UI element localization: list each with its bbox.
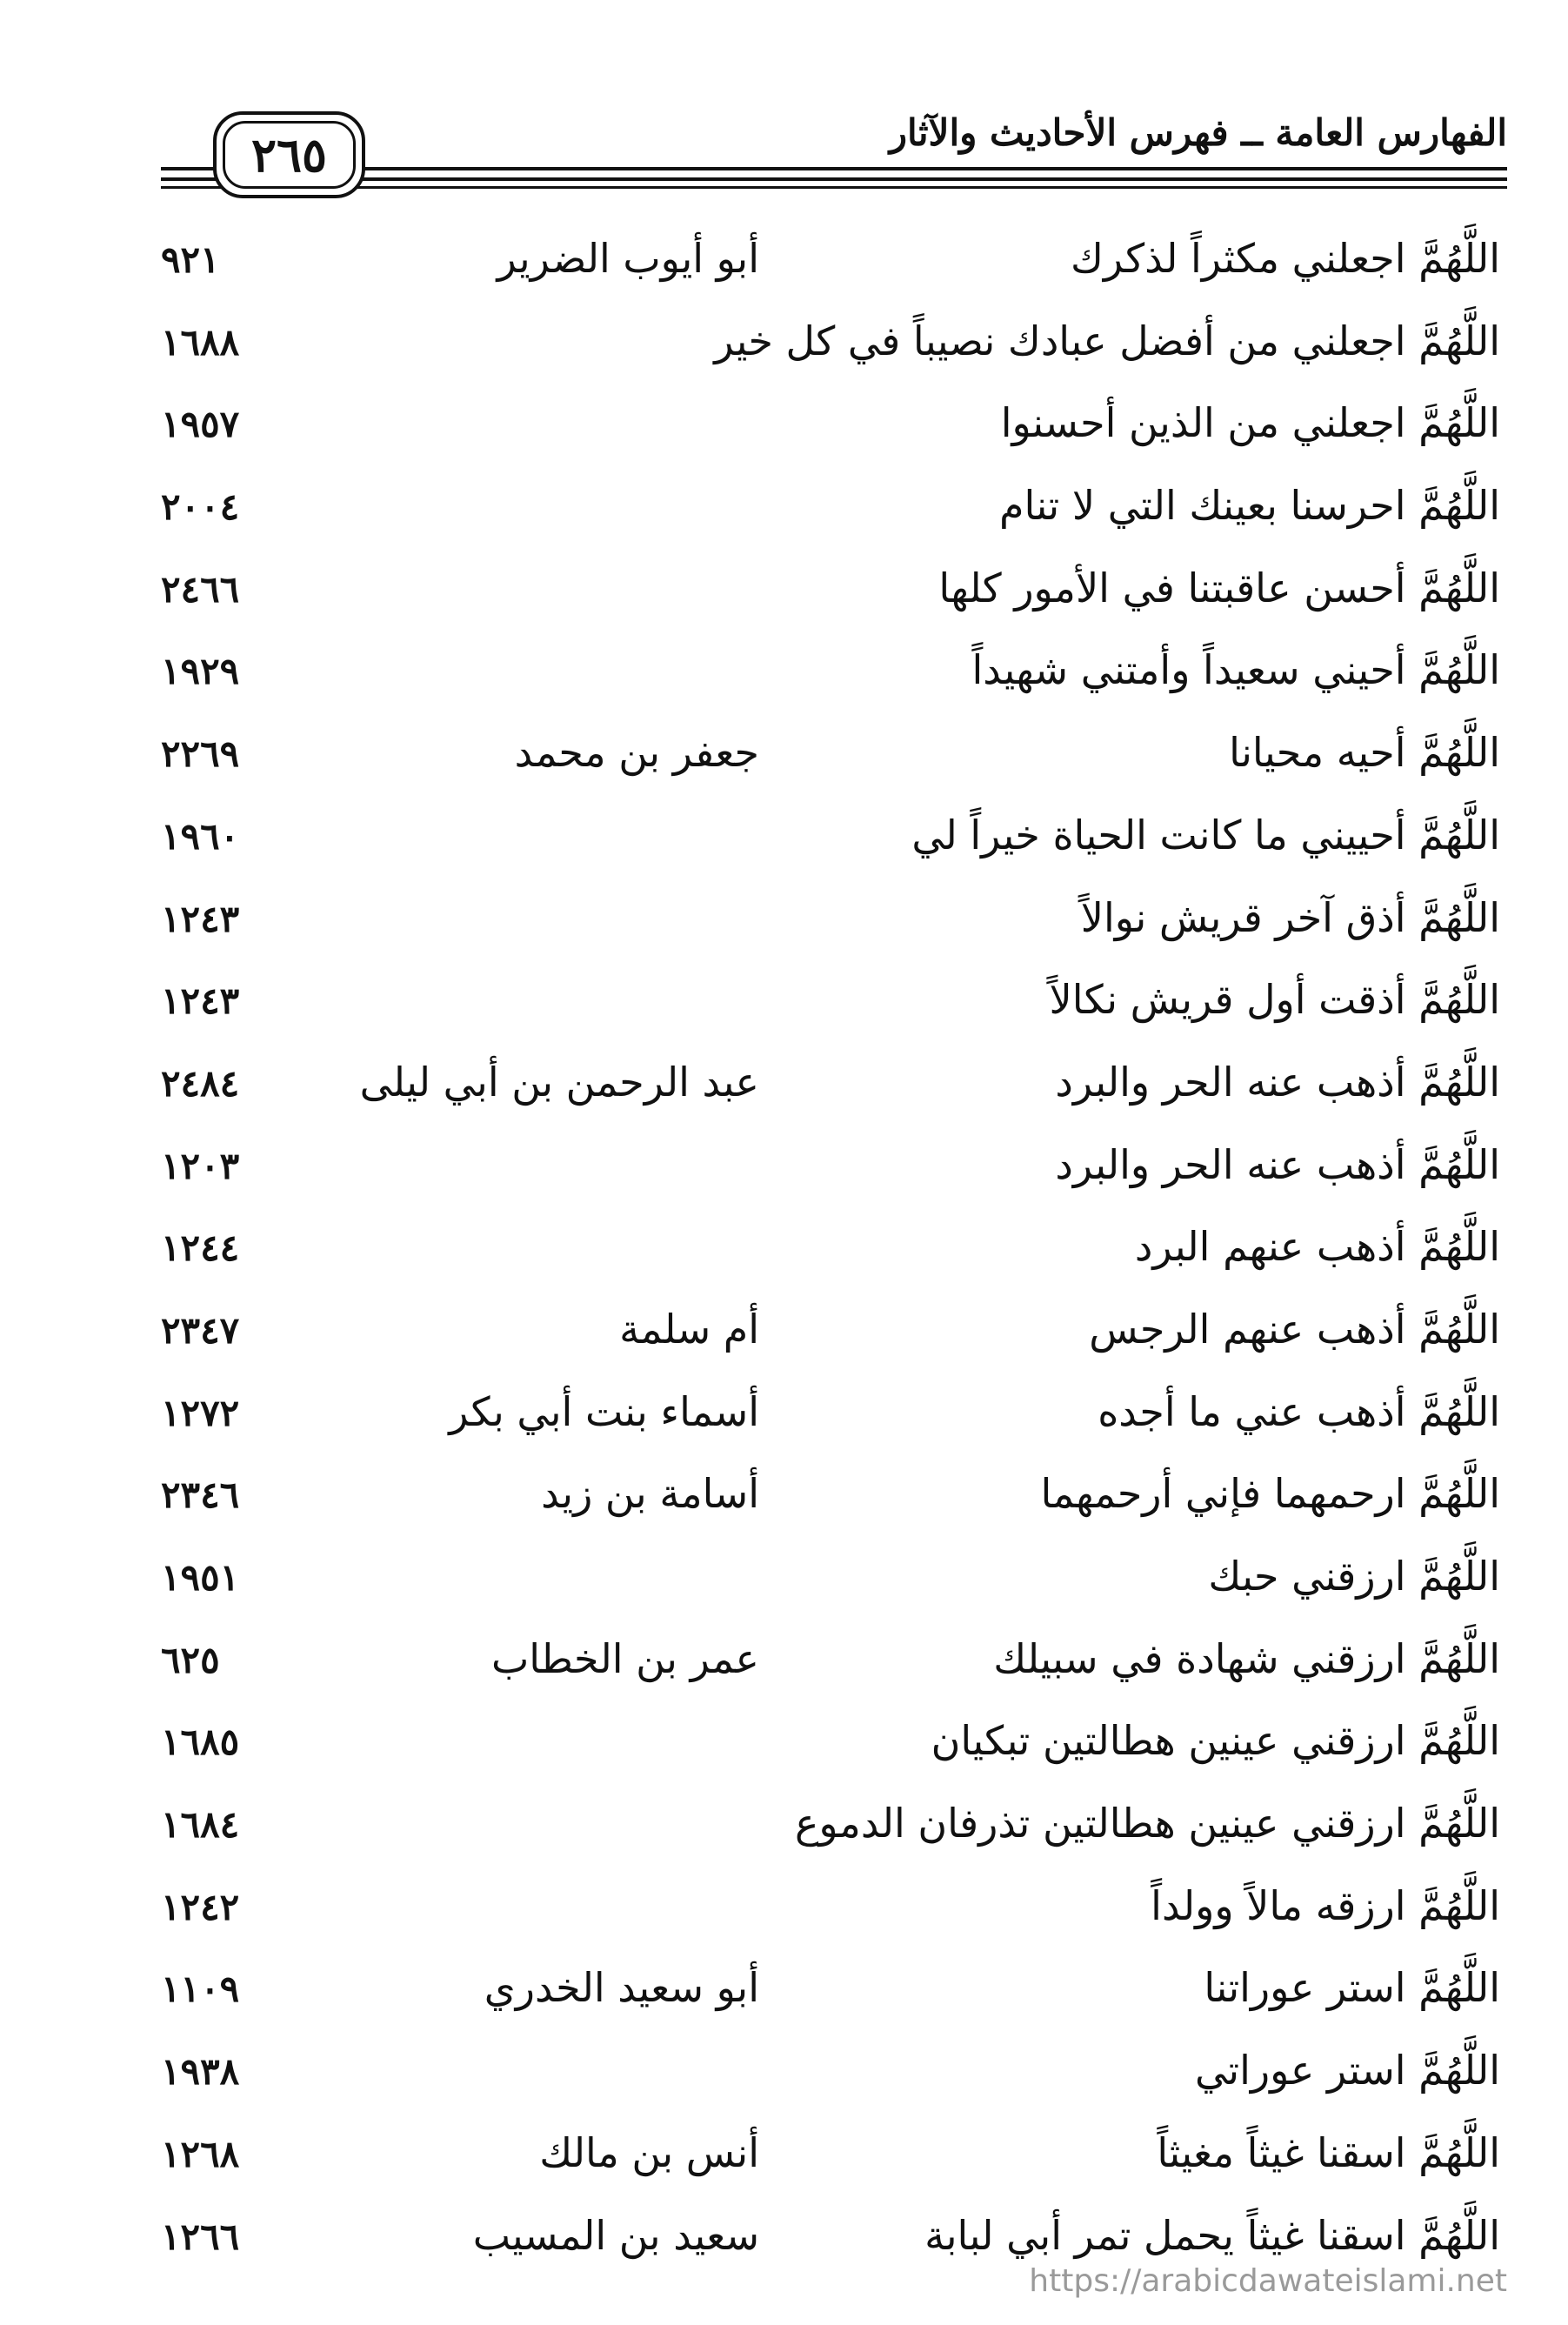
header-rule-bottom: [161, 186, 1507, 189]
index-row: [0, 2114, 1568, 2196]
reference-number: ١٢٧٢: [161, 1391, 240, 1434]
reference-number: ٢٠٠٤: [161, 485, 240, 529]
index-row: [0, 796, 1568, 879]
reference-number: ١٢٤٤: [161, 1226, 240, 1270]
hadith-phrase: اللَّهُمَّ أذق آخر قريش نوالاً: [1080, 893, 1500, 941]
index-row: [0, 960, 1568, 1043]
reference-number: ١٢٤٢: [161, 1885, 240, 1928]
index-row: [0, 1948, 1568, 2031]
hadith-phrase: اللَّهُمَّ اسقنا غيثاً مغيثاً: [1157, 2128, 1500, 2176]
narrator-name: عبد الرحمن بن أبي ليلى: [359, 1058, 759, 1106]
index-row: [0, 466, 1568, 549]
narrator-name: أبو سعيد الخدري: [484, 1964, 759, 2012]
index-row: [0, 1620, 1568, 1702]
reference-number: ٢٤٦٦: [161, 567, 240, 611]
narrator-name: عمر بن الخطاب: [490, 1634, 759, 1682]
hadith-phrase: اللَّهُمَّ اسقنا غيثاً يحمل تمر أبي لبابة: [924, 2211, 1500, 2259]
narrator-name: أنس بن مالك: [539, 2128, 759, 2176]
reference-number: ١٦٨٥: [161, 1720, 240, 1764]
hadith-phrase: اللَّهُمَّ أذهب عني ما أجده: [1098, 1387, 1500, 1435]
reference-number: ١٦٨٤: [161, 1803, 240, 1847]
reference-number: ١٩٢٩: [161, 650, 240, 693]
hadith-phrase: اللَّهُمَّ احرسنا بعينك التي لا تنام: [999, 482, 1500, 530]
hadith-phrase: اللَّهُمَّ استر عوراتي: [1194, 2047, 1500, 2095]
index-row: [0, 1454, 1568, 1537]
index-row: [0, 631, 1568, 713]
hadith-phrase: اللَّهُمَّ ارزقني عينين هطالتين تبكيان: [931, 1717, 1500, 1765]
index-row: [0, 1126, 1568, 1208]
running-header-title: الفهارس العامة ــ فهرس الأحاديث والآثار: [889, 111, 1507, 154]
index-row: [0, 1207, 1568, 1290]
reference-number: ٦٢٥: [161, 1638, 220, 1681]
source-watermark: https://arabicdawateislami.net: [1029, 2263, 1507, 2299]
hadith-phrase: اللَّهُمَّ ارزقني حبك: [1208, 1553, 1500, 1600]
narrator-name: أسماء بنت أبي بكر: [449, 1387, 759, 1435]
narrator-name: أسامة بن زيد: [541, 1470, 759, 1518]
index-row: [0, 2031, 1568, 2114]
reference-number: ١٢٤٣: [161, 979, 240, 1023]
hadith-phrase: اللَّهُمَّ أحسن عاقبتنا في الأمور كلها: [938, 564, 1500, 611]
hadith-phrase: اللَّهُمَّ ارزقني شهادة في سبيلك: [993, 1634, 1500, 1682]
hadith-phrase: اللَّهُمَّ أحيه محيانا: [1229, 729, 1500, 777]
narrator-name: أبو أيوب الضرير: [497, 235, 759, 282]
hadith-index-list: [0, 219, 1568, 2278]
page-number-frame: [213, 111, 365, 198]
index-row: [0, 1373, 1568, 1455]
hadith-phrase: اللَّهُمَّ أذهب عنه الحر والبرد: [1055, 1058, 1500, 1106]
reference-number: ١٢٠٣: [161, 1144, 240, 1187]
narrator-name: أم سلمة: [619, 1305, 759, 1353]
hadith-phrase: اللَّهُمَّ ارحمهما فإني أرحمهما: [1040, 1470, 1500, 1518]
reference-number: ١٦٨٨: [161, 320, 240, 364]
page-number: ٢٦٥: [223, 121, 356, 189]
narrator-name: سعيد بن المسيب: [472, 2211, 759, 2259]
reference-number: ٢٣٤٦: [161, 1473, 240, 1517]
reference-number: ١٩٣٨: [161, 2050, 240, 2094]
index-row: [0, 1701, 1568, 1784]
index-row: [0, 219, 1568, 302]
index-row: [0, 1290, 1568, 1373]
hadith-phrase: اللَّهُمَّ استر عوراتنا: [1204, 1964, 1500, 2012]
reference-number: ١٢٦٦: [161, 2215, 240, 2258]
hadith-phrase: اللَّهُمَّ اجعلني من الذين أحسنوا: [1000, 399, 1500, 447]
reference-number: ٢٤٨٤: [161, 1061, 240, 1105]
hadith-phrase: اللَّهُمَّ أحيني سعيداً وأمتني شهيداً: [971, 646, 1500, 694]
hadith-phrase: اللَّهُمَّ أذهب عنه الحر والبرد: [1055, 1140, 1500, 1188]
index-row: [0, 1867, 1568, 1949]
hadith-phrase: اللَّهُمَّ ارزقه مالاً وولداً: [1151, 1881, 1500, 1929]
reference-number: ١٢٦٨: [161, 2132, 240, 2175]
index-row: [0, 1537, 1568, 1620]
reference-number: ١٢٤٣: [161, 897, 240, 940]
reference-number: ١١٠٩: [161, 1968, 240, 2011]
reference-number: ٢٣٤٧: [161, 1308, 240, 1352]
reference-number: ١٩٥١: [161, 1556, 240, 1599]
hadith-phrase: اللَّهُمَّ ارزقني عينين هطالتين تذرفان الدموع: [794, 1800, 1500, 1847]
index-row: [0, 879, 1568, 961]
reference-number: ١٩٦٠: [161, 814, 240, 858]
hadith-phrase: اللَّهُمَّ أذقت أول قريش نكالاً: [1049, 976, 1500, 1024]
index-row: [0, 549, 1568, 631]
reference-number: ١٩٥٧: [161, 403, 240, 446]
hadith-phrase: اللَّهُمَّ اجعلني مكثراً لذكرك: [1070, 235, 1500, 282]
narrator-name: جعفر بن محمد: [514, 729, 759, 777]
hadith-phrase: اللَّهُمَّ أذهب عنهم الرجس: [1089, 1305, 1500, 1353]
hadith-phrase: اللَّهُمَّ اجعلني من أفضل عبادك نصيباً في كل خير: [714, 317, 1500, 364]
hadith-phrase: اللَّهُمَّ أحييني ما كانت الحياة خيراً لي: [911, 811, 1500, 859]
index-row: [0, 713, 1568, 796]
reference-number: ٩٢١: [161, 238, 220, 281]
index-row: [0, 1043, 1568, 1126]
index-row: [0, 384, 1568, 466]
index-row: [0, 302, 1568, 384]
hadith-phrase: اللَّهُمَّ أذهب عنهم البرد: [1134, 1223, 1500, 1271]
reference-number: ٢٢٦٩: [161, 732, 240, 776]
index-row: [0, 1784, 1568, 1867]
